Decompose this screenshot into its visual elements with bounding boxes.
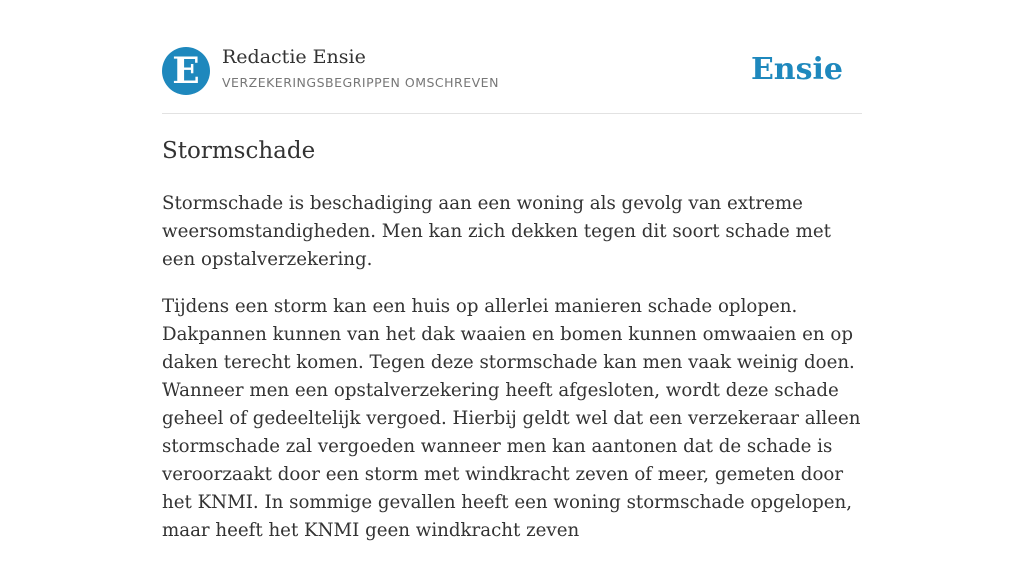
author-name[interactable]: Redactie Ensie [222,46,366,68]
paragraph-1: Stormschade is beschadiging aan een woning als gevolg van extreme weersomstandigheden. Men kan zich dekken tegen dit soort schade met een opstalverzekering. [162,193,831,270]
ensie-logo-icon[interactable] [162,47,210,95]
article-body [162,190,866,564]
logo-letter: E [172,50,200,92]
paragraph-2: Tijdens een storm kan een huis op allerlei manieren schade oplopen. Dakpannen kunnen van het dak waaien en bomen kunnen omwaaien en op daken terecht komen. Tegen deze stormschade kan men vaak weinig doen. Wanneer men een opstalverzekering heeft afgesloten, wordt deze schade geheel of gedeeltelijk vergoed. Hierbij geldt wel dat een verzekeraar alleen stormschade zal vergoeden wanneer men kan aantonen dat de schade is veroorzaakt door een storm met windkracht zeven of meer, gemeten door het KNMI. In sommige gevallen heeft een woning stormschade opgelopen, maar heeft het KNMI geen windkracht zeven [162,296,861,541]
article-title: Stormschade [162,138,316,164]
author-subtitle: VERZEKERINGSBEGRIPPEN OMSCHREVEN [222,75,499,90]
brand-logo[interactable]: Ensie [750,52,843,87]
content-container [162,0,862,541]
header [162,0,862,114]
